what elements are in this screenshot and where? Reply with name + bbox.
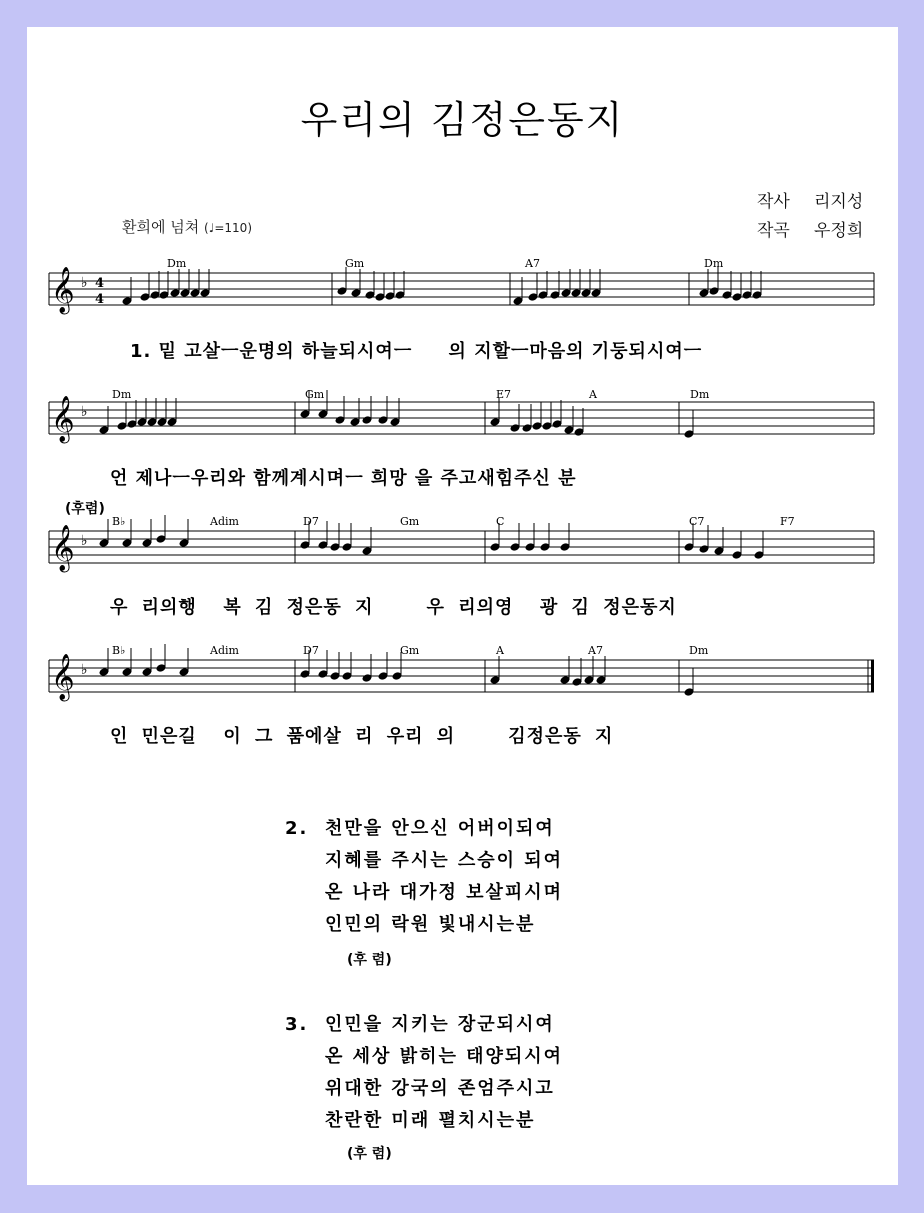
tempo-expression: 환희에 넘쳐 (122, 218, 200, 236)
verse-3-line-4: 찬란한 미래 펼치시는분 (325, 1110, 536, 1131)
chord-s1-4: Dm (704, 257, 724, 270)
chord-s1-1: Dm (167, 257, 187, 270)
composer-label: 작곡 (757, 221, 790, 241)
lyrics-line-4: 인 민은길 이 그 품에살 리 우리 의 김정은동 지 (110, 726, 614, 747)
chord-s3-7: F7 (780, 515, 795, 528)
chord-s2-1: Dm (112, 388, 132, 401)
lyricist-name: 리지성 (814, 192, 864, 212)
chord-s2-2: Gm (305, 388, 325, 401)
tempo-bpm: ♩=110 (208, 221, 248, 235)
verse-2-line-2: 지혜를 주시는 스승이 되여 (325, 850, 564, 871)
time-signature-top: 4 (95, 276, 105, 291)
treble-clef-icon: 𝄞 (51, 396, 75, 442)
chord-s4-6: A7 (588, 644, 603, 657)
chord-s4-4: Gm (400, 644, 420, 657)
chord-s3-4: Gm (400, 515, 420, 528)
key-flat-icon: ♭ (81, 404, 88, 420)
music-notation (27, 27, 898, 747)
verse-2-line-1: 천만을 안으신 어버이되여 (325, 818, 555, 839)
lyrics-line-3: 우 리의행 복 김 정은동 지 우 리의영 광 김 정은동지 (110, 597, 677, 618)
final-barline-thick (871, 660, 874, 692)
chord-s3-1: B♭ (112, 515, 126, 528)
chord-s3-6: C7 (689, 515, 705, 528)
key-flat-icon: ♭ (81, 533, 88, 549)
chord-s4-1: B♭ (112, 644, 126, 657)
lyrics-line-1: 1. 밑 고살ㅡ운명의 하늘되시여ㅡ 의 지할ㅡ마음의 기둥되시여ㅡ (130, 341, 703, 362)
chord-s2-4: A (589, 388, 597, 401)
chord-s3-2: Adim (210, 515, 239, 528)
verse-3-line-2: 온 세상 밝히는 태양되시여 (325, 1046, 564, 1067)
chord-s1-3: A7 (525, 257, 540, 270)
time-signature-bottom: 4 (95, 292, 105, 307)
chord-s4-2: Adim (210, 644, 239, 657)
key-flat-icon: ♭ (81, 662, 88, 678)
chord-s1-2: Gm (345, 257, 365, 270)
chord-s2-3: E7 (496, 388, 512, 401)
score-sheet (27, 27, 898, 1185)
verse-3-line-1: 인민을 지키는 장군되시여 (325, 1014, 555, 1035)
lyricist-label: 작사 (757, 192, 790, 212)
verse-3 (325, 1009, 563, 1137)
verse-3-refrain: (후 렴) (347, 1146, 392, 1162)
key-flat-icon: ♭ (81, 275, 88, 291)
treble-clef-icon: 𝄞 (51, 267, 75, 313)
chord-s4-5: A (496, 644, 504, 657)
lyrics-line-2: 언 제나ㅡ우리와 함께계시며ㅡ 희망 을 주고새힘주신 분 (110, 468, 577, 489)
verse-3-number: 3. (285, 1014, 309, 1035)
chord-s3-5: C (496, 515, 505, 528)
chord-s3-3: D7 (303, 515, 319, 528)
chord-s4-7: Dm (689, 644, 709, 657)
chord-s2-5: Dm (690, 388, 710, 401)
treble-clef-icon: 𝄞 (51, 654, 75, 700)
verse-2-line-4: 인민의 락원 빛내시는분 (325, 914, 536, 935)
song-title: 우리의 김정은동지 (300, 98, 625, 142)
refrain-label: (후렴) (65, 501, 105, 517)
treble-clef-icon: 𝄞 (51, 525, 75, 571)
tempo-marking: 환희에 넘쳐 (♩=110) (122, 218, 252, 236)
verse-2-refrain: (후 렴) (347, 952, 392, 968)
verse-2-line-3: 온 나라 대가정 보살피시며 (325, 882, 564, 903)
verse-2-number: 2. (285, 818, 309, 839)
verse-2 (325, 813, 563, 941)
chord-s4-3: D7 (303, 644, 319, 657)
verse-3-line-3: 위대한 강국의 존엄주시고 (325, 1078, 555, 1099)
composer-name: 우정희 (814, 221, 864, 241)
